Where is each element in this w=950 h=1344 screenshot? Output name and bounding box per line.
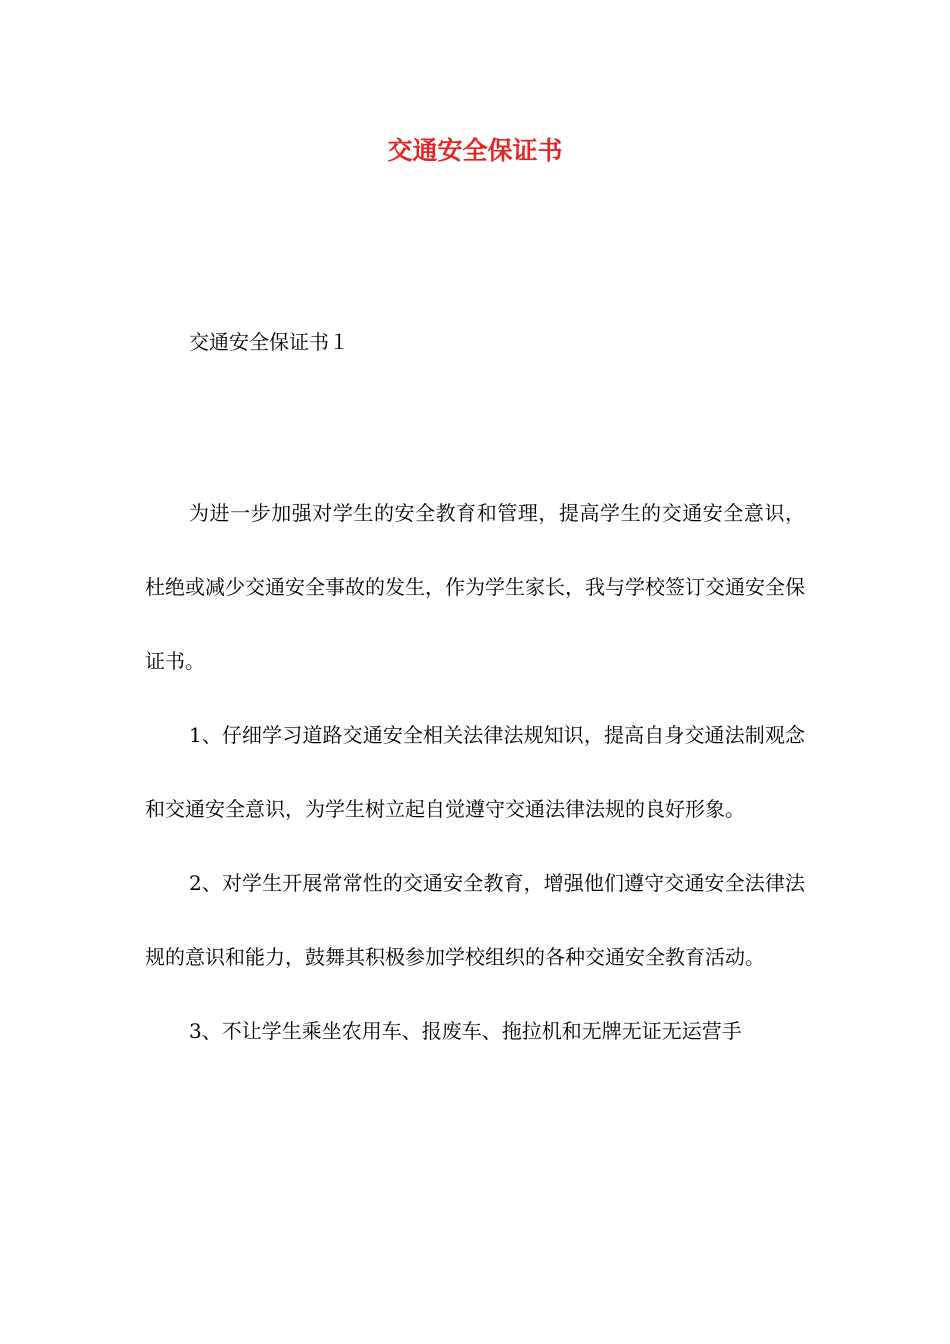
paragraph-intro: 为进一步加强对学生的安全教育和管理，提高学生的交通安全意识，杜绝或减少交通安全事故的发生，作为学生家长，我与学校签订交通安全保证书。 [145, 501, 805, 673]
paragraph-item-3: 3、不让学生乘坐农用车、报废车、拖拉机和无牌无证无运营手 [189, 1019, 742, 1043]
paragraph-item-2: 2、对学生开展常常性的交通安全教育，增强他们遵守交通安全法律法规的意识和能力，鼓舞其积极参加学校组织的各种交通安全教育活动。 [145, 871, 805, 969]
paragraph-item-1: 1、仔细学习道路交通安全相关法律法规知识，提高自身交通法制观念和交通安全意识，为学生树立起自觉遵守交通法律法规的良好形象。 [145, 723, 805, 821]
document-body [145, 476, 805, 1068]
document-subtitle: 交通安全保证书１ [189, 330, 349, 354]
document-title: 交通安全保证书 [387, 136, 563, 165]
